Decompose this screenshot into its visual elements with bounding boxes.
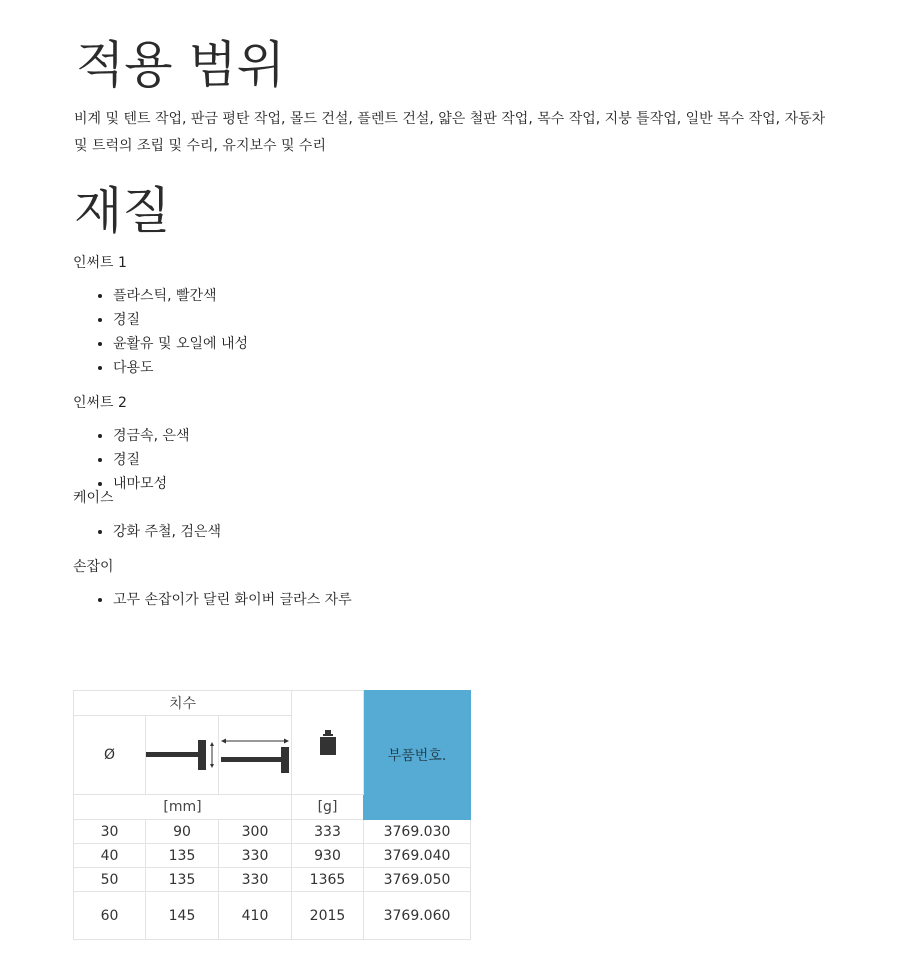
spec-table — [73, 690, 471, 940]
case-list — [74, 520, 221, 544]
cell-length: 300 — [219, 820, 292, 844]
head-length-icon-cell — [146, 716, 219, 795]
cell-part-number: 3769.060 — [364, 892, 471, 940]
overall-length-icon-cell — [219, 716, 292, 795]
list-item: • 경금속, 은색 — [113, 424, 190, 448]
case-label: 케이스 — [73, 490, 114, 506]
part-number-header: 부품번호. — [364, 691, 471, 820]
cell-head-length: 135 — [146, 844, 219, 868]
list-item: • 다용도 — [113, 356, 248, 380]
dimensions-header: 치수 — [74, 691, 292, 716]
cell-diameter: 40 — [74, 844, 146, 868]
unit-mm: [mm] — [74, 795, 292, 820]
insert2-list — [74, 424, 190, 492]
weight-icon-cell — [292, 691, 364, 795]
handle-list — [74, 588, 352, 612]
cell-part-number: 3769.050 — [364, 868, 471, 892]
cell-diameter: 50 — [74, 868, 146, 892]
list-item: • 고무 손잡이가 달린 화이버 글라스 자루 — [113, 588, 352, 612]
insert2-label: 인써트 2 — [73, 395, 127, 411]
cell-length: 330 — [219, 844, 292, 868]
table-row — [74, 868, 471, 892]
insert1-label: 인써트 1 — [73, 255, 127, 271]
table-row — [74, 844, 471, 868]
list-item: • 경질 — [113, 448, 190, 472]
cell-part-number: 3769.030 — [364, 820, 471, 844]
cell-part-number: 3769.040 — [364, 844, 471, 868]
diameter-symbol: Ø — [74, 716, 146, 795]
table-row — [74, 892, 471, 940]
handle-label: 손잡이 — [73, 559, 114, 575]
cell-weight: 2015 — [292, 892, 364, 940]
cell-head-length: 145 — [146, 892, 219, 940]
cell-weight: 333 — [292, 820, 364, 844]
cell-length: 410 — [219, 892, 292, 940]
weight-icon — [292, 729, 363, 757]
list-item: • 강화 주철, 검은색 — [113, 520, 221, 544]
overall-length-icon — [219, 735, 291, 775]
cell-diameter: 60 — [74, 892, 146, 940]
cell-weight: 930 — [292, 844, 364, 868]
scope-heading: 적용 범위 — [76, 36, 286, 94]
insert1-list — [74, 284, 248, 380]
cell-weight: 1365 — [292, 868, 364, 892]
list-item: • 경질 — [113, 308, 248, 332]
material-heading: 재질 — [74, 182, 171, 240]
list-item: • 플라스틱, 빨간색 — [113, 284, 248, 308]
cell-head-length: 135 — [146, 868, 219, 892]
table-row — [74, 820, 471, 844]
cell-diameter: 30 — [74, 820, 146, 844]
head-length-icon — [146, 735, 218, 775]
list-item: • 윤활유 및 오일에 내성 — [113, 332, 248, 356]
unit-g: [g] — [292, 795, 364, 820]
cell-length: 330 — [219, 868, 292, 892]
scope-description: 비계 및 텐트 작업, 판금 평탄 작업, 몰드 건설, 플렌트 건설, 얇은 철판 작업, 목수 작업, 지붕 틀작업, 일반 목수 작업, 자동차 및 트럭의 조립 및 수리, 유지보수 및 수리 — [74, 111, 826, 154]
list-item: • 내마모성 — [113, 472, 190, 496]
cell-head-length: 90 — [146, 820, 219, 844]
